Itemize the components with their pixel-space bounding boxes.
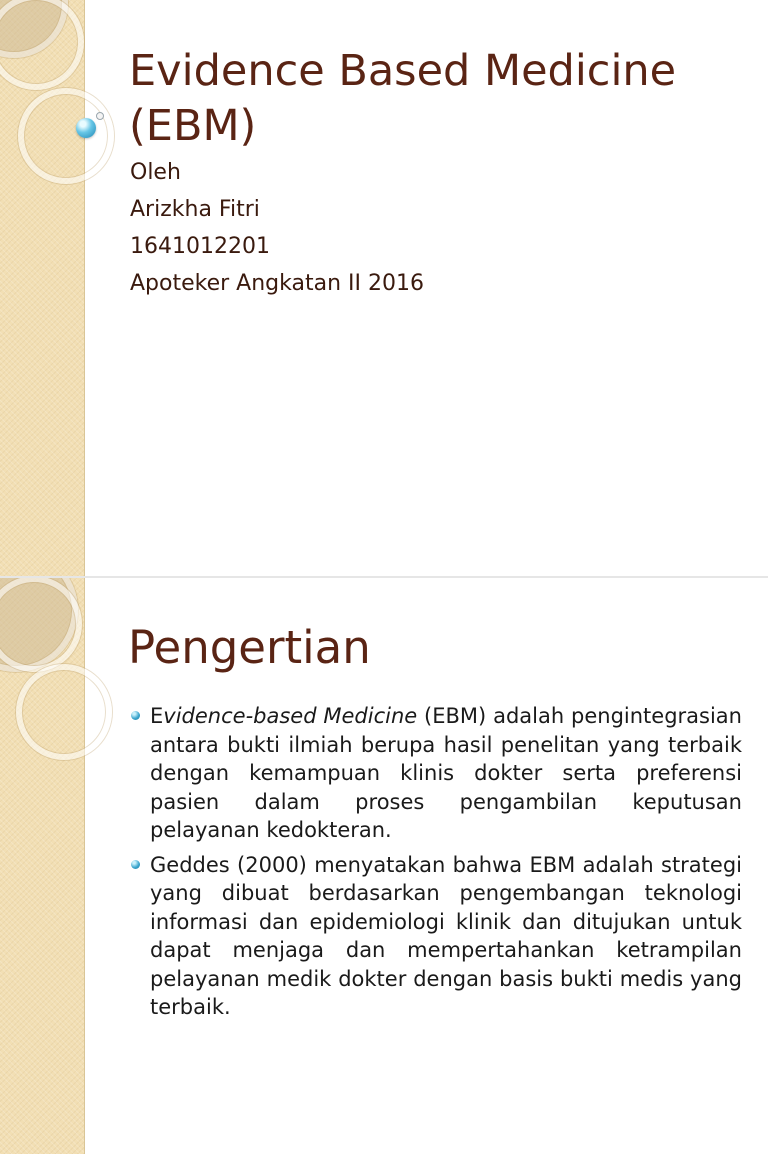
- bullet-list: [130, 702, 742, 1028]
- slide-heading: Pengertian: [128, 621, 371, 674]
- bullet-text-part: Geddes (2000) menyatakan bahwa EBM adalah strategi yang dibuat berdasarkan pengembangan teknologi informasi dan epidemiologi klinik dan ditujukan untuk dapat menjaga dan mempertahankan ketrampilan pelayanan medik dokter dengan basis bukti medis yang terbaik.: [150, 852, 742, 1019]
- small-bead-icon: [96, 112, 104, 120]
- subtitle-line: Arizkha Fitri: [130, 197, 260, 222]
- slide-title: [129, 44, 749, 154]
- bullet-text-part: (EBM) adalah pengintegrasian antara bukti ilmiah berupa hasil penelitan yang terbaik dengan kemampuan klinis dokter serta preferensi pasien dalam proses pengambilan keputusan pelayanan kedokteran.: [150, 704, 742, 842]
- bullet-icon: [131, 860, 140, 869]
- decorative-side-strip: [0, 0, 85, 576]
- bullet-item: [130, 851, 742, 1022]
- title-line-2: (EBM): [129, 101, 257, 151]
- subtitle-line: Oleh: [130, 160, 181, 185]
- subtitle-line: Apoteker Angkatan II 2016: [130, 271, 424, 296]
- decorative-ring: [16, 664, 112, 760]
- subtitle-line: 1641012201: [130, 234, 270, 259]
- title-slide: [0, 0, 768, 576]
- blue-bead-icon: [76, 118, 96, 138]
- content-slide: [0, 578, 768, 1154]
- decorative-side-strip: [0, 578, 85, 1154]
- bullet-text-part: E: [150, 704, 164, 728]
- decorative-ring: [0, 0, 84, 90]
- title-line-1: Evidence Based Medicine: [129, 46, 677, 96]
- decorative-ring: [18, 88, 114, 184]
- bullet-icon: [131, 711, 140, 720]
- decorative-ring: [0, 578, 82, 672]
- bullet-text-italic: vidence-based Medicine: [163, 704, 418, 728]
- bullet-item: [130, 702, 742, 845]
- slide-subtitle: [130, 154, 730, 302]
